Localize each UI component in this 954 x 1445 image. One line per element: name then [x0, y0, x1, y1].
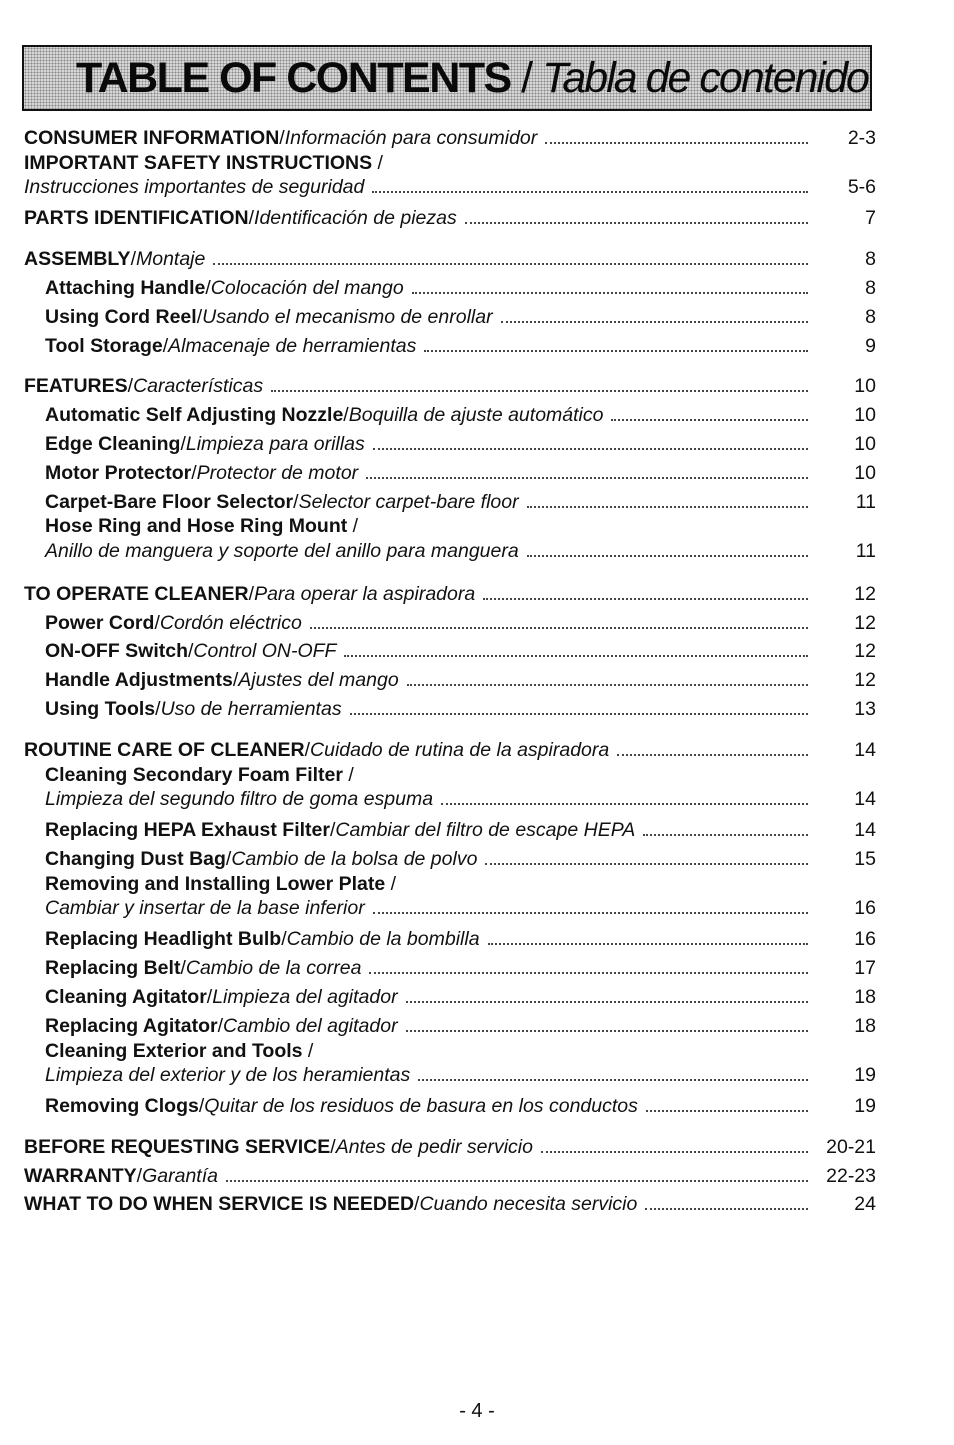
- entry-title-spanish: Cambio del agitador: [223, 1014, 398, 1037]
- entry-title-english: Handle Adjustments: [45, 669, 233, 692]
- entry-page-number: 10: [854, 375, 876, 398]
- toc-entry[interactable]: [24, 332, 876, 361]
- entry-page-number: 14: [854, 738, 876, 761]
- toc-entry-wrapped[interactable]: [24, 874, 876, 926]
- entry-separator: /: [130, 248, 136, 271]
- table-of-contents: [24, 124, 876, 1219]
- toc-entry-wrapped[interactable]: [24, 153, 876, 205]
- dot-leader: [527, 537, 808, 557]
- entry-page-number: 11: [855, 490, 876, 513]
- toc-entry[interactable]: [24, 1133, 876, 1162]
- dot-leader: [418, 1062, 808, 1082]
- entry-separator: /: [347, 515, 359, 538]
- toc-entry[interactable]: [24, 786, 876, 811]
- dot-leader: [424, 332, 808, 352]
- entry-page-number: 12: [854, 611, 876, 634]
- toc-section: [24, 736, 876, 1121]
- entry-title-english: IMPORTANT SAFETY INSTRUCTIONS: [24, 151, 373, 174]
- entry-page-number: 18: [854, 985, 876, 1008]
- toc-entry[interactable]: [24, 736, 876, 765]
- dot-leader: [501, 303, 808, 323]
- entry-title-spanish: Información para consumidor: [284, 127, 538, 149]
- entry-separator: /: [136, 1164, 143, 1187]
- toc-entry[interactable]: [24, 925, 876, 954]
- entry-title-spanish: Boquilla de ajuste automático: [348, 404, 604, 427]
- entry-title-spanish: Protector de motor: [196, 461, 359, 484]
- entry-page-number: 16: [854, 928, 876, 951]
- entry-title-english: CONSUMER INFORMATION: [24, 127, 280, 149]
- entry-separator: /: [293, 490, 299, 513]
- entry-separator: /: [127, 375, 134, 398]
- dot-leader: [373, 430, 808, 450]
- entry-title-english: Carpet-Bare Floor Selector: [45, 490, 294, 513]
- entry-separator: /: [198, 1095, 205, 1118]
- entry-title-english: Tool Storage: [45, 334, 163, 357]
- entry-title-english: Using Cord Reel: [45, 305, 197, 328]
- toc-entry-wrapped[interactable]: [24, 765, 876, 817]
- entry-page-number: 8: [865, 305, 876, 328]
- toc-entry[interactable]: [24, 845, 876, 874]
- entry-title-spanish: Cambio de la bolsa de polvo: [231, 847, 478, 870]
- entry-separator: /: [248, 582, 255, 605]
- entry-page-number: 14: [854, 819, 876, 842]
- toc-entry[interactable]: [24, 816, 876, 845]
- entry-title-spanish: Limpieza del agitador: [212, 985, 398, 1008]
- entry-separator: /: [217, 1014, 224, 1037]
- toc-entry[interactable]: [24, 1162, 876, 1191]
- dot-leader: [271, 373, 808, 393]
- entry-separator: /: [279, 127, 285, 149]
- entry-page-number: 13: [854, 698, 876, 721]
- entry-first-line: [24, 874, 876, 895]
- entry-title-english: Motor Protector: [45, 461, 192, 484]
- dot-leader: [369, 955, 808, 975]
- toc-section: [24, 1133, 876, 1219]
- title-separator: /: [510, 53, 543, 102]
- entry-title-spanish: Uso de herramientas: [160, 698, 342, 721]
- dot-leader: [611, 402, 808, 422]
- entry-separator: /: [281, 928, 287, 951]
- toc-entry[interactable]: [24, 274, 876, 303]
- toc-entry[interactable]: [24, 372, 876, 401]
- entry-separator: /: [206, 985, 213, 1008]
- toc-entry[interactable]: [24, 537, 876, 562]
- entry-title-english: ASSEMBLY: [24, 248, 131, 271]
- toc-entry[interactable]: [24, 983, 876, 1012]
- entry-title-spanish: Almacenaje de herramientas: [168, 334, 417, 357]
- page-number: - 4 -: [459, 1400, 495, 1422]
- entry-title-spanish: Para operar la aspiradora: [254, 582, 476, 605]
- entry-title-english: FEATURES: [24, 375, 128, 398]
- entry-title-spanish: Cordón eléctrico: [159, 611, 302, 634]
- entry-title-english: Removing and Installing Lower Plate: [45, 872, 386, 895]
- entry-title-english: ROUTINE CARE OF CLEANER: [24, 738, 305, 761]
- dot-leader: [488, 926, 808, 946]
- entry-title-english: Cleaning Secondary Foam Filter: [45, 763, 343, 786]
- entry-title-english: Cleaning Agitator: [45, 985, 207, 1008]
- entry-title-spanish: Antes de pedir servicio: [335, 1135, 533, 1158]
- entry-separator: /: [342, 763, 354, 786]
- entry-page-number: 5-6: [847, 176, 876, 199]
- page-title: [76, 54, 868, 103]
- entry-page-number: 18: [854, 1014, 876, 1037]
- entry-page-number: 2-3: [847, 127, 876, 149]
- entry-page-number: 22-23: [826, 1164, 876, 1187]
- dot-leader: [483, 580, 808, 600]
- dot-leader: [213, 246, 808, 266]
- entry-title-english: BEFORE REQUESTING SERVICE: [24, 1135, 331, 1158]
- entry-title-spanish: Cambio de la bombilla: [286, 928, 480, 951]
- toc-entry[interactable]: [24, 401, 876, 430]
- entry-title-spanish: Control ON-OFF: [193, 640, 337, 663]
- toc-entry[interactable]: [24, 1062, 876, 1087]
- entry-title-spanish: Cuando necesita servicio: [419, 1193, 638, 1216]
- entry-page-number: 19: [854, 1064, 876, 1087]
- dot-leader: [406, 1012, 808, 1032]
- entry-title-spanish: Colocación del mango: [210, 276, 404, 299]
- entry-title-spanish: Quitar de los residuos de basura en los conductos: [204, 1095, 638, 1118]
- entry-title-spanish: Cuidado de rutina de la aspiradora: [310, 738, 610, 761]
- entry-separator: /: [180, 432, 186, 455]
- entry-title-english: Edge Cleaning: [45, 432, 181, 455]
- entry-separator: /: [385, 872, 397, 895]
- title-banner: [22, 45, 872, 111]
- dot-leader: [643, 817, 808, 837]
- entry-page-number: 10: [854, 404, 876, 427]
- entry-page-number: 11: [855, 539, 876, 562]
- entry-title-english: Cleaning Exterior and Tools: [45, 1039, 303, 1062]
- dot-leader: [407, 667, 808, 687]
- entry-title-spanish: Montaje: [135, 248, 206, 271]
- toc-entry[interactable]: [24, 895, 876, 920]
- entry-first-line: [24, 1041, 876, 1062]
- dot-leader: [372, 174, 808, 194]
- entry-separator: /: [372, 151, 383, 174]
- toc-entry[interactable]: [24, 303, 876, 332]
- entry-separator: /: [162, 334, 169, 357]
- entry-separator: /: [343, 404, 349, 427]
- toc-entry[interactable]: [24, 695, 876, 724]
- entry-separator: /: [302, 1039, 314, 1062]
- entry-title-english: Hose Ring and Hose Ring Mount: [45, 515, 348, 538]
- entry-title-english: WHAT TO DO WHEN SERVICE IS NEEDED: [24, 1193, 415, 1216]
- entry-separator: /: [414, 1193, 420, 1216]
- entry-title-spanish: Identificación de piezas: [254, 207, 457, 230]
- entry-page-number: 16: [854, 897, 876, 920]
- dot-leader: [441, 786, 808, 806]
- entry-separator: /: [329, 819, 336, 842]
- entry-separator: /: [232, 669, 239, 692]
- entry-title-spanish: Cambiar y insertar de la base inferior: [45, 897, 365, 920]
- entry-title-spanish: Limpieza del segundo filtro de goma espuma: [45, 788, 434, 811]
- entry-separator: /: [180, 957, 186, 980]
- entry-page-number: 8: [865, 276, 876, 299]
- entry-title-english: Changing Dust Bag: [45, 847, 226, 870]
- entry-separator: /: [155, 698, 161, 721]
- toc-entry[interactable]: [24, 1190, 876, 1219]
- entry-title-spanish: Cambiar del filtro de escape HEPA: [335, 819, 636, 842]
- dot-leader: [617, 736, 808, 756]
- toc-section: [24, 245, 876, 360]
- entry-title-spanish: Limpieza para orillas: [185, 432, 365, 455]
- entry-title-spanish: Anillo de manguera y soporte del anillo para manguera: [45, 539, 519, 562]
- toc-section: [24, 124, 876, 233]
- entry-title-spanish: Ajustes del mango: [238, 669, 399, 692]
- toc-entry[interactable]: [24, 488, 876, 517]
- dot-leader: [406, 983, 808, 1003]
- toc-entry[interactable]: [24, 609, 876, 638]
- entry-title-english: Power Cord: [45, 611, 155, 634]
- dot-leader: [344, 638, 808, 658]
- dot-leader: [545, 124, 808, 144]
- entry-separator: /: [330, 1135, 336, 1158]
- entry-page-number: 12: [854, 640, 876, 663]
- entry-title-spanish: Limpieza del exterior y de los heramientas: [45, 1064, 411, 1087]
- dot-leader: [350, 696, 808, 716]
- entry-separator: /: [225, 847, 232, 870]
- entry-page-number: 20-21: [826, 1135, 876, 1158]
- entry-separator: /: [188, 640, 194, 663]
- entry-title-english: ON-OFF Switch: [45, 640, 188, 663]
- entry-page-number: 8: [865, 248, 876, 271]
- entry-title-english: Attaching Handle: [45, 276, 206, 299]
- toc-entry[interactable]: [24, 580, 876, 609]
- dot-leader: [645, 1191, 808, 1211]
- toc-entry[interactable]: [24, 174, 876, 199]
- entry-title-english: Replacing Agitator: [45, 1014, 218, 1037]
- title-spanish: Tabla de contenido: [542, 53, 868, 102]
- entry-page-number: 12: [854, 582, 876, 605]
- title-english: TABLE OF CONTENTS: [76, 53, 511, 102]
- toc-entry[interactable]: [24, 666, 876, 695]
- entry-title-spanish: Cambio de la correa: [185, 957, 362, 980]
- entry-first-line: [24, 153, 876, 174]
- entry-title-spanish: Instrucciones importantes de seguridad: [24, 176, 365, 199]
- entry-page-number: 10: [854, 432, 876, 455]
- dot-leader: [485, 845, 808, 865]
- entry-title-spanish: Usando el mecanismo de enrollar: [202, 305, 493, 328]
- toc-entry[interactable]: [24, 245, 876, 274]
- toc-entry[interactable]: [24, 430, 876, 459]
- dot-leader: [412, 274, 808, 294]
- entry-title-spanish: Selector carpet-bare floor: [298, 490, 519, 513]
- entry-first-line: [24, 765, 876, 786]
- entry-title-english: Removing Clogs: [45, 1095, 199, 1118]
- entry-title-spanish: Características: [133, 375, 264, 398]
- entry-page-number: 24: [854, 1193, 876, 1216]
- entry-title-english: TO OPERATE CLEANER: [24, 582, 249, 605]
- entry-separator: /: [205, 276, 211, 299]
- entry-page-number: 15: [854, 847, 876, 870]
- toc-entry[interactable]: [24, 637, 876, 666]
- dot-leader: [366, 459, 808, 479]
- toc-entry[interactable]: [24, 459, 876, 488]
- entry-title-spanish: Garantía: [142, 1164, 218, 1187]
- entry-title-english: Using Tools: [45, 698, 156, 721]
- entry-title-english: Replacing HEPA Exhaust Filter: [45, 819, 330, 842]
- dot-leader: [310, 609, 808, 629]
- entry-title-english: WARRANTY: [24, 1164, 137, 1187]
- toc-entry[interactable]: [24, 1092, 876, 1121]
- entry-page-number: 14: [854, 788, 876, 811]
- dot-leader: [373, 895, 808, 915]
- toc-entry[interactable]: [24, 954, 876, 983]
- dot-leader: [541, 1133, 808, 1153]
- toc-entry[interactable]: [24, 204, 876, 233]
- entry-title-english: Automatic Self Adjusting Nozzle: [45, 404, 344, 427]
- entry-page-number: 7: [865, 207, 876, 230]
- dot-leader: [646, 1093, 808, 1113]
- dot-leader: [465, 205, 808, 225]
- entry-first-line: [24, 516, 876, 537]
- toc-section: [24, 372, 876, 568]
- entry-page-number: 9: [865, 334, 876, 357]
- entry-page-number: 17: [854, 957, 876, 980]
- entry-page-number: 19: [854, 1095, 876, 1118]
- entry-title-english: Replacing Headlight Bulb: [45, 928, 282, 951]
- entry-title-english: PARTS IDENTIFICATION: [24, 207, 249, 230]
- toc-entry[interactable]: [24, 124, 876, 153]
- entry-separator: /: [248, 207, 255, 230]
- entry-separator: /: [304, 738, 311, 761]
- entry-title-english: Replacing Belt: [45, 957, 181, 980]
- toc-entry-wrapped[interactable]: [24, 1041, 876, 1093]
- entry-separator: /: [191, 461, 197, 484]
- dot-leader: [527, 488, 808, 508]
- entry-separator: /: [196, 305, 203, 328]
- entry-page-number: 10: [854, 461, 876, 484]
- entry-page-number: 12: [854, 669, 876, 692]
- toc-section: [24, 580, 876, 724]
- entry-separator: /: [154, 611, 160, 634]
- toc-entry-wrapped[interactable]: [24, 516, 876, 568]
- dot-leader: [226, 1162, 808, 1182]
- toc-entry[interactable]: [24, 1012, 876, 1041]
